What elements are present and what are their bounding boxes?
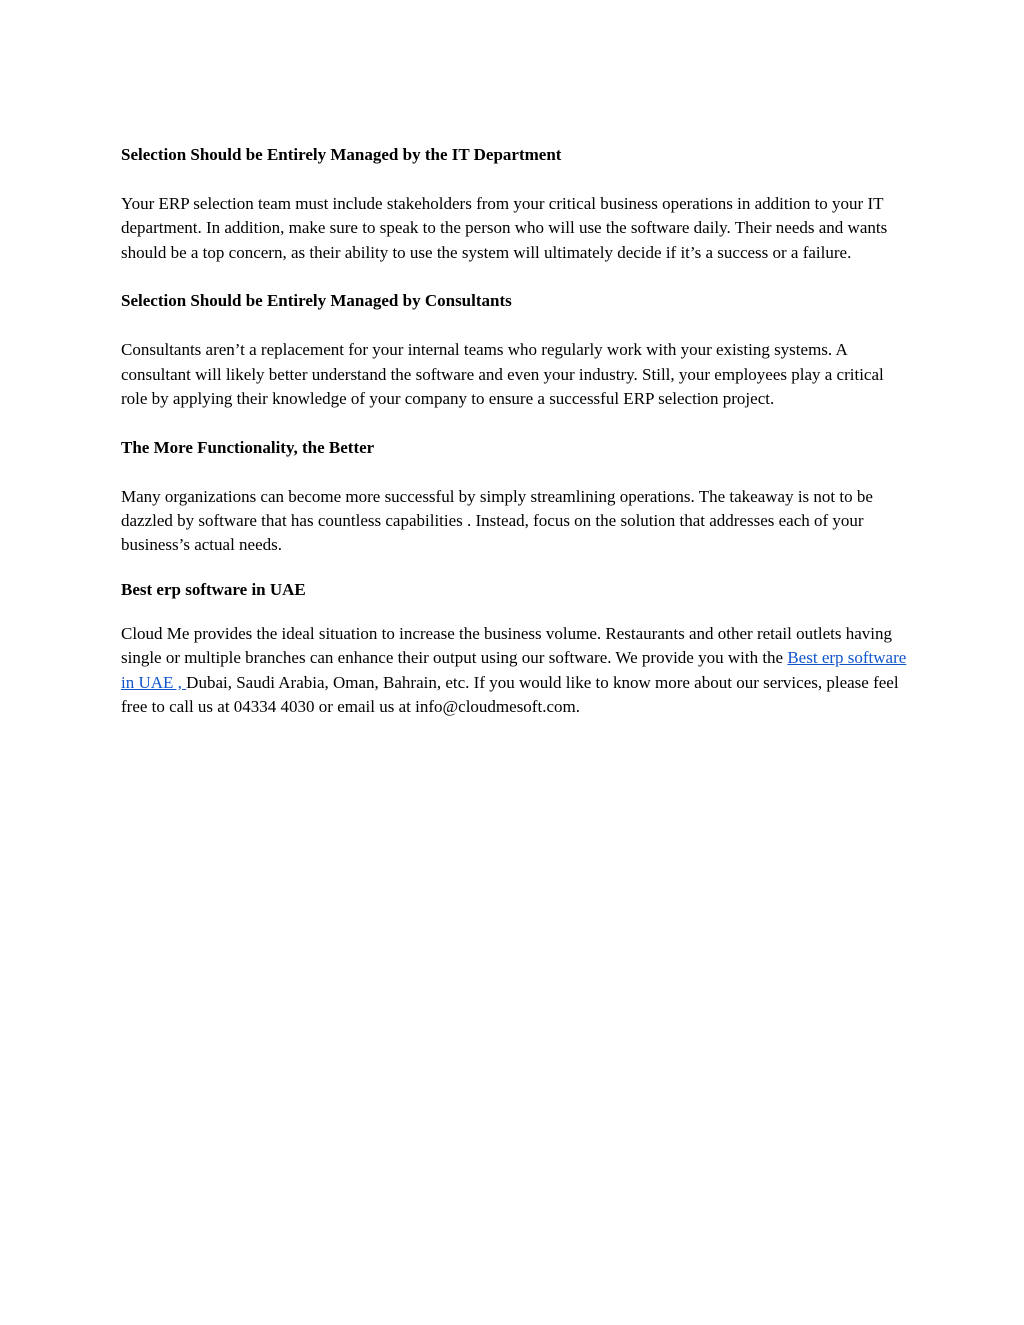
- section-body-it-department: Your ERP selection team must include stakeholders from your critical business operations in addition to your IT department. In addition, make sure to speak to the person who will use the software daily. Their needs and wants should be a top concern, as their ability to use the system will ultimately decide if it’s a success or a failure.: [121, 194, 888, 262]
- section-body-functionality: Many organizations can become more successful by simply streamlining operations. The takeaway is not to be dazzled by software that has countless capabilities . Instead, focus on the solution that addresses each of your business’s actual needs.: [121, 486, 873, 555]
- section-heading-consultants: Selection Should be Entirely Managed by Consultants: [121, 291, 512, 311]
- section-heading-best-erp: Best erp software in UAE: [121, 579, 306, 599]
- document-page: [121, 143, 911, 719]
- section-body-best-erp: [121, 622, 911, 719]
- best-erp-text-after-link: Dubai, Saudi Arabia, Oman, Bahrain, etc. If you would like to know more about our services, please feel free to call us at 04334 4030 or email us at info@cloudmesoft.com.: [121, 672, 899, 717]
- section-heading-it-department: Selection Should be Entirely Managed by the IT Department: [121, 145, 562, 164]
- best-erp-text-before-link: Cloud Me provides the ideal situation to increase the business volume. Restaurants and other retail outlets having single or multiple branches can enhance their output using our software. We provide you with the: [121, 624, 892, 668]
- section-heading-functionality: The More Functionality, the Better: [121, 437, 375, 457]
- section-body-consultants: Consultants aren’t a replacement for your internal teams who regularly work with your existing systems. A consultant will likely better understand the software and even your industry. Still, your employees play a critical role by applying their knowledge of your company to ensure a successful ERP selection project.: [121, 340, 884, 408]
- best-erp-software-link[interactable]: Best erp software in UAE ,: [121, 648, 907, 692]
